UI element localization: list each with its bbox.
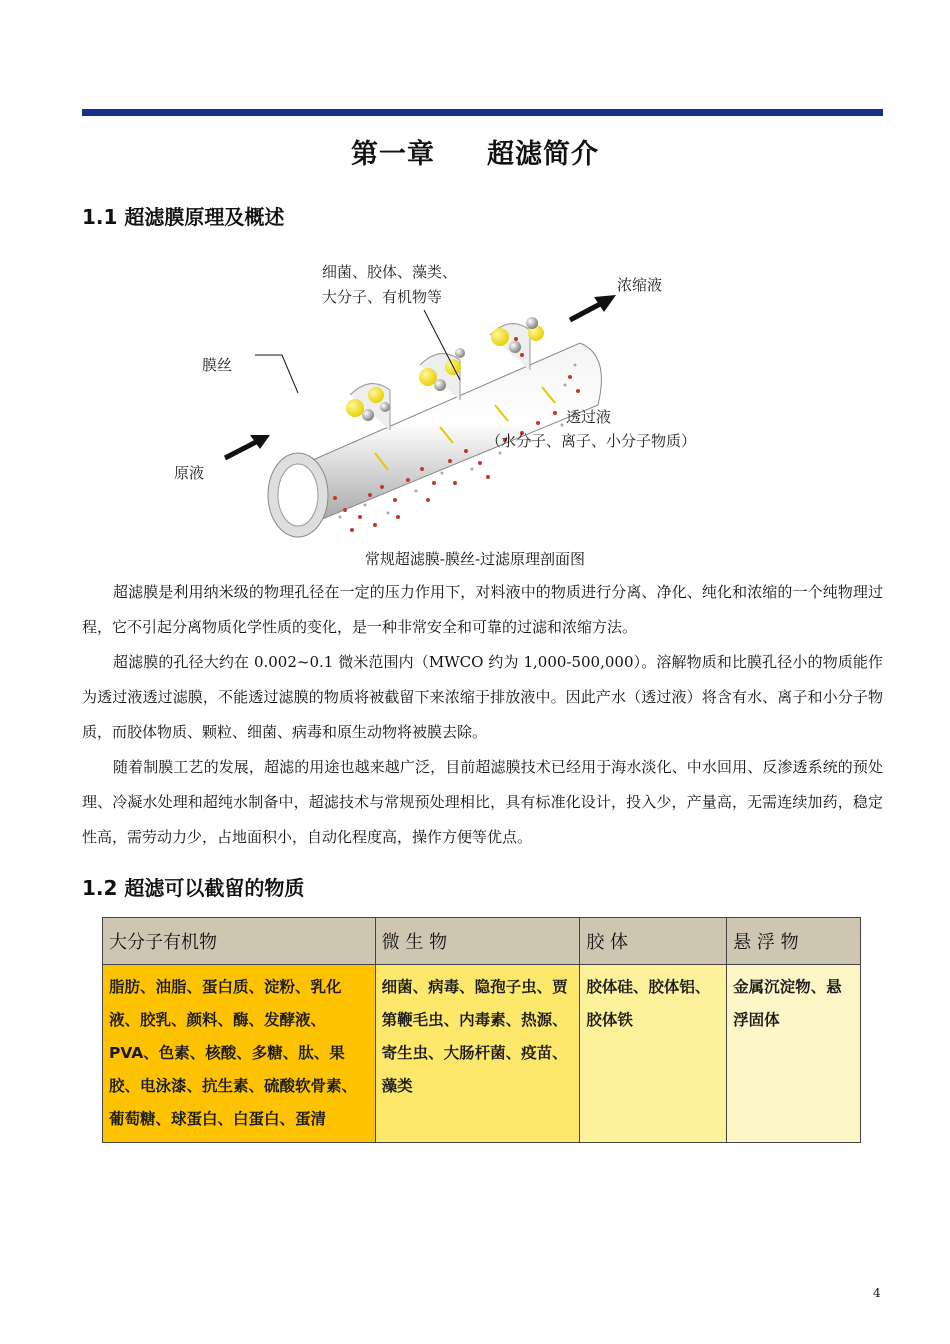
concentrate-arrow <box>570 295 616 320</box>
figure-label-feed: 原液 <box>174 464 205 482</box>
top-rule <box>82 109 883 116</box>
table-cell-colloids: 胶体硅、胶体铝、胶体铁 <box>580 965 727 1143</box>
section-title-1-1: 1.1 超滤膜原理及概述 <box>82 205 285 229</box>
paragraph-1: 超滤膜是利用纳米级的物理孔径在一定的压力作用下，对料液中的物质进行分离、净化、纯化和浓缩的一个纯物理过程，它不引起分离物质化学性质的变化，是一种非常安全和可靠的过滤和浓缩方法。 <box>82 583 883 636</box>
table-cell-microorganisms: 细菌、病毒、隐孢子虫、贾第鞭毛虫、内毒素、热源、寄生虫、大肠杆菌、疫苗、藻类 <box>375 965 580 1143</box>
figure-label-fiber: 膜丝 <box>202 356 233 374</box>
figure-label-particles-1: 细菌、胶体、藻类、 <box>322 263 458 281</box>
table-header-cell: 大分子有机物 <box>103 918 376 965</box>
feed-arrow <box>225 435 270 458</box>
page-number: 4 <box>873 1286 881 1300</box>
figure-label-particles-2: 大分子、有机物等 <box>322 288 443 306</box>
section-title-1-2: 1.2 超滤可以截留的物质 <box>82 876 305 900</box>
table-header-cell: 悬 浮 物 <box>727 918 861 965</box>
table-cell-suspended-solids: 金属沉淀物、悬浮固体 <box>727 965 861 1143</box>
substances-table <box>102 917 861 1143</box>
table-header-cell: 胶 体 <box>580 918 727 965</box>
figure-label-permeate-2: （水分子、离子、小分子物质） <box>486 432 697 450</box>
table-header-cell: 微 生 物 <box>375 918 580 965</box>
fiber-leader-line <box>255 355 298 393</box>
paragraph-2: 超滤膜的孔径大约在 0.002~0.1 微米范围内（MWCO 约为 1,000-500,000）。溶解物质和比膜孔径小的物质能作为透过液透过滤膜，不能透过滤膜的物质将被截留下来浓缩于排放液中。因此产水（透过液）将含有水、离子和小分子物质，而胶体物质、颗粒、细菌、病毒和原生动物将被膜去除。 <box>82 653 883 741</box>
paragraph-3: 随着制膜工艺的发展，超滤的用途也越来越广泛，目前超滤膜技术已经用于海水淡化、中水回用、反渗透系统的预处理、冷凝水处理和超纯水制备中，超滤技术与常规预处理相比，具有标准化设计，投入少，产量高，无需连续加药，稳定性高，需劳动力少，占地面积小，自动化程度高，操作方便等优点。 <box>82 758 883 846</box>
table-row <box>103 965 861 1143</box>
table-header-row <box>103 918 861 965</box>
table-cell-macromolecules: 脂肪、油脂、蛋白质、淀粉、乳化液、胶乳、颜料、酶、发酵液、PVA、色素、核酸、多糖、肽、果胶、电泳漆、抗生素、硫酸软骨素、葡萄糖、球蛋白、白蛋白、蛋清 <box>103 965 376 1143</box>
figure-label-concentrate: 浓缩液 <box>617 276 663 294</box>
figure-label-permeate-1: 透过液 <box>566 408 612 426</box>
chapter-title: 第一章 超滤简介 <box>351 139 599 170</box>
membrane-figure <box>170 255 730 540</box>
figure-caption: 常规超滤膜-膜丝-过滤原理剖面图 <box>364 550 586 568</box>
membrane-diagram <box>170 255 730 540</box>
